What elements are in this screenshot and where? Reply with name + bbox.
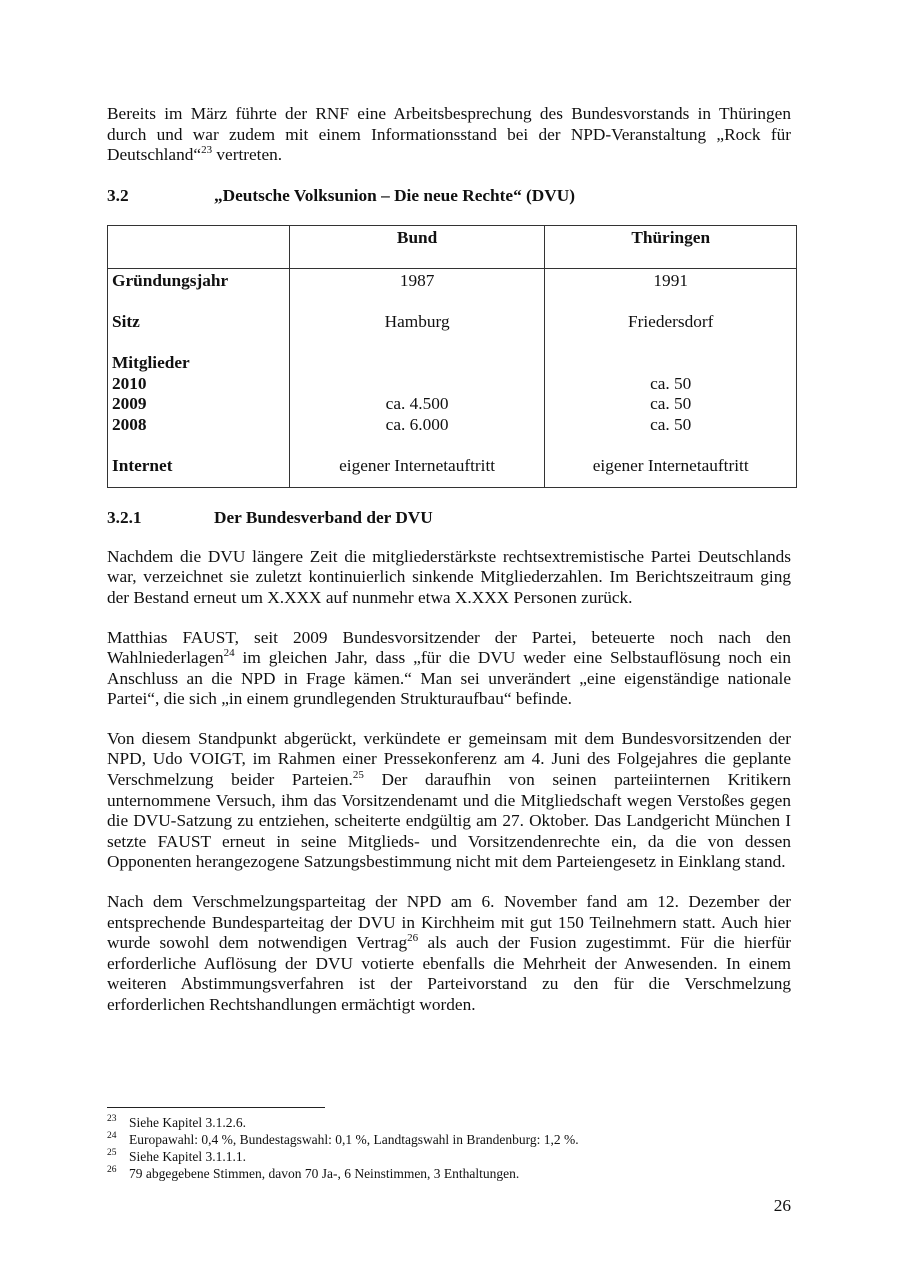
- footnote-number: 25: [107, 1148, 117, 1158]
- footnote-item: [107, 1131, 791, 1148]
- footnote-ref-25[interactable]: 25: [352, 769, 364, 782]
- footnote-number: 23: [107, 1114, 117, 1124]
- footnote-ref-23[interactable]: 23: [201, 144, 213, 157]
- paragraph-1: Nachdem die DVU längere Zeit die mitgliederstärkste rechtsextremistische Partei Deutschlands war, verzeichnet sie zuletzt kontinuierlich sinkende Mitgliederzahlen. Im Berichtszeitraum ging der Bestand erneut um X.XXX auf nunmehr etwa X.XXX Personen zurück.: [107, 546, 791, 607]
- footnote-item: [107, 1165, 791, 1182]
- section-number: 3.2.1: [107, 507, 142, 527]
- footnote-ref-24[interactable]: 24: [223, 647, 235, 660]
- section-title: „Deutsche Volksunion – Die neue Rechte“ (DVU): [214, 185, 575, 205]
- footnote-number: 26: [107, 1165, 117, 1175]
- footnote-divider: [107, 1107, 325, 1108]
- footnote-text: Europawahl: 0,4 %, Bundestagswahl: 0,1 %, Landtagswahl in Brandenburg: 1,2 %.: [129, 1132, 579, 1147]
- table-label-column: Gründungsjahr Sitz Mitglieder 2010 2009 2008 Internet: [108, 268, 290, 487]
- paragraph-4: Nach dem Verschmelzungsparteitag der NPD am 6. November fand am 12. Dezember der entsprechende Bundesparteitag der DVU in Kirchheim mit gut 150 Teilnehmern statt. Auch hier wurde sowohl dem notwendigen Vertrag$^{26}$ als auch der Fusion zugestimmt. Für die hierfür erforderliche Auflösung der DVU votierte ebenfalls die Mehrheit der Anwesenden. In einem weiteren Abstimmungsverfahren ist der Parteivorstand zu den für die Verschmelzung erforderlichen Rechtshandlungen ermächtigt worden.: [107, 892, 791, 1014]
- footnotes-section: [107, 1107, 791, 1182]
- table-bund-column: 1987 Hamburg ca. 4.500 ca. 6.000 eigener Internetauftritt: [289, 268, 545, 487]
- footnote-text: 79 abgegebene Stimmen, davon 70 Ja-, 6 Neinstimmen, 3 Enthaltungen.: [129, 1166, 520, 1181]
- footnote-ref-26[interactable]: 26: [407, 932, 419, 945]
- section-heading-3-2: [107, 185, 791, 206]
- table-header-bund: Bund: [289, 225, 545, 268]
- table-header-row: [108, 225, 797, 268]
- footnote-item: [107, 1148, 791, 1165]
- paragraph-2: Matthias FAUST, seit 2009 Bundesvorsitzender der Partei, beteuerte noch nach den Wahlniederlagen$^{24}$ im gleichen Jahr, dass „für die DVU weder eine Selbstauflösung noch ein Anschluss an die NPD in Frage kämen.“ Man sei unverändert „eine eigenständige nationale Partei“, die sich „in einem grundlegenden Strukturaufbau“ befinde.: [107, 627, 791, 709]
- page-number: 26: [773, 1196, 791, 1215]
- document-page: [107, 104, 791, 1035]
- footnote-text: Siehe Kapitel 3.1.2.6.: [129, 1115, 246, 1130]
- table-header-empty: [108, 225, 290, 268]
- footnote-text: Siehe Kapitel 3.1.1.1.: [129, 1149, 246, 1164]
- dvu-overview-table: [107, 225, 797, 488]
- intro-paragraph: Bereits im März führte der RNF eine Arbeitsbesprechung des Bundesvorstands in Thüringen durch und war zudem mit einem Informationsstand bei der NPD-Veranstaltung „Rock für Deutschland“$^{23}$ vertreten.: [107, 104, 791, 165]
- section-number: 3.2: [107, 185, 129, 205]
- footnote-number: 24: [107, 1131, 117, 1141]
- section-title: Der Bundesverband der DVU: [214, 507, 433, 527]
- table-row: [108, 268, 797, 487]
- footnote-item: [107, 1114, 791, 1131]
- section-heading-3-2-1: [107, 507, 791, 528]
- paragraph-3: Von diesem Standpunkt abgerückt, verkündete er gemeinsam mit dem Bundesvorsitzenden der NPD, Udo VOIGT, im Rahmen einer Pressekonferenz am 4. Juni des Folgejahres die geplante Verschmelzung beider Parteien.$^{25}$ Der daraufhin von seinen parteiinternen Kritikern unternommene Versuch, ihm das Vorsitzendenamt und die Mitgliedschaft wegen Verstoßes gegen die DVU-Satzung zu entziehen, scheiterte endgültig am 27. Oktober. Das Landgericht München I setzte FAUST erneut in seine Mitglieds- und Vorsitzendenrechte ein, da die von dessen Opponenten herangezogene Satzungsbestimmung nicht mit dem Parteiengesetz in Einklang stand.: [107, 728, 791, 872]
- table-thueringen-column: 1991 Friedersdorf ca. 50 ca. 50 ca. 50 eigener Internetauftritt: [545, 268, 797, 487]
- table-header-thueringen: Thüringen: [545, 225, 797, 268]
